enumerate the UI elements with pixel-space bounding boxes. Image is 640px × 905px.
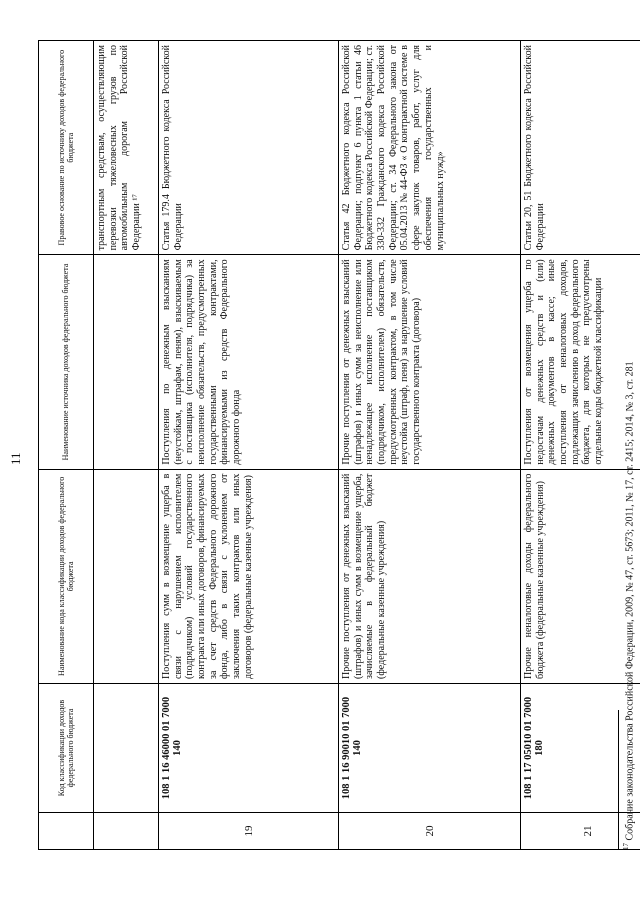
header-name: Наименование кода классификации доходов федерального бюджета <box>39 469 94 683</box>
cell-source: Поступления по денежным взысканиям (неустойкам, штрафам, пеням), взыскиваемым с поставщика (исполнителя, подрядчика) за неисполнение обязательств, предусмотренных государственными контрактами, финансируемыми из средств Федерального дорожного фонда <box>159 255 339 469</box>
footnote-marker: 17 <box>622 843 630 850</box>
header-basis: Правовое основание по источнику доходов федерального бюджета <box>39 41 94 255</box>
cell-source <box>94 255 159 469</box>
cell-basis: Статья 42 Бюджетного кодекса Российской Федерации; подпункт 6 пункта 1 статьи 46 Бюджетного кодекса Российской Федерации; ст. 330-332 Гражданского кодекса Российской Федерации; ст. 34 Федерального закона от 05.04.2013 № 44-ФЗ « О контрактной системе в сфере закупок товаров, работ, услуг для обеспечения государственных и муниципальных нужд» <box>339 41 521 255</box>
header-code: Код классификации доходов федерального бюджета <box>39 684 94 813</box>
table-row-continuation <box>94 41 159 850</box>
footnote <box>622 361 635 850</box>
header-source: Наименование источника доходов федерального бюджета <box>39 255 94 469</box>
cell-number: 21 <box>521 813 640 850</box>
cell-name: Прочие неналоговые доходы федерального бюджета (федеральные казенные учреждения) <box>521 469 640 683</box>
cell-number <box>94 813 159 850</box>
cell-code: 108 1 16 46000 01 7000 140 <box>159 684 339 813</box>
cell-name: Поступления сумм в возмещение ущерба в связи с нарушением исполнителем (подрядчиком) условий государственного контракта или иных договоров, финансируемых за счет средств Федерального дорожного фонда, либо в связи с уклонением от заключения таких контрактов или иных договоров (федеральные казенные учреждения) <box>159 469 339 683</box>
table-row <box>339 41 521 850</box>
footnote-divider <box>618 710 619 850</box>
cell-number: 19 <box>159 813 339 850</box>
cell-code: 108 1 16 90010 01 7000 140 <box>339 684 521 813</box>
cell-name: Прочие поступления от денежных взысканий (штрафов) и иных сумм в возмещение ущерба, зачисляемые в федеральный бюджет (федеральные казенные учреждения) <box>339 469 521 683</box>
cell-name <box>94 469 159 683</box>
cell-basis: Статья 179.4 Бюджетного кодекса Российской Федерации <box>159 41 339 255</box>
cell-source: Прочие поступления от денежных взысканий (штрафов) и иных сумм за неисполнение или ненадлежащее исполнение поставщиком (подрядчиком, исполнителем) обязательств, предусмотренных контрактом, в том числе неустойка (штраф, пеня) за нарушение условий государственного контракта (договора) <box>339 255 521 469</box>
page-number: 11 <box>8 452 23 465</box>
cell-source: Поступления от возмещения ущерба по недостачам денежных средств и (или) денежных документов в кассе; иные поступления от неналоговых доходов, подлежащих зачислению в доход федерального бюджета, для которых не предусмотрены отдельные коды бюджетной классификации <box>521 255 640 469</box>
table-row <box>159 41 339 850</box>
cell-number: 20 <box>339 813 521 850</box>
cell-basis: Статьи 20, 51 Бюджетного кодекса Российской Федерации <box>521 41 640 255</box>
footnote-text: Собрание законодательства Российской Федерации, 2009, № 47, ст. 5673; 2011, № 17, ст. 2415; 2014, № 3, ст. 281 <box>624 361 636 841</box>
cell-code <box>94 684 159 813</box>
classification-table <box>38 40 640 850</box>
cell-basis: транспортным средствам, осуществляющим перевозки тяжеловесных грузов по автомобильным дорогам Российской Федерации ¹⁷ <box>94 41 159 255</box>
cell-code: 108 1 17 05010 01 7000 180 <box>521 684 640 813</box>
header-number <box>39 813 94 850</box>
table-header-row <box>39 41 94 850</box>
